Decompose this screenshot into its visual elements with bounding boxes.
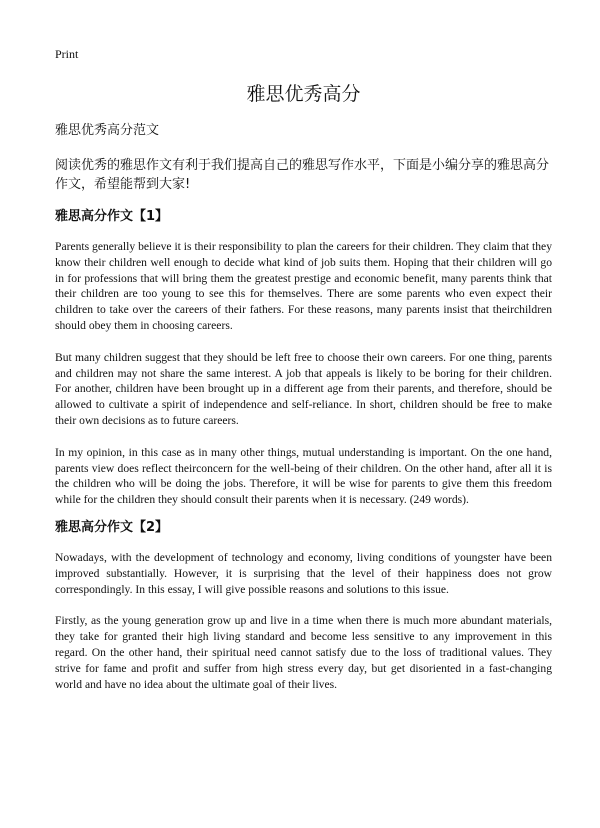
essay-paragraph: Firstly, as the young generation grow up and live in a time when there is much more abundant materials, they take for granted their high living standard and become less sensitive to any improvement in this regard. On the other hand, their spiritual need cannot satisfy due to the loss of traditional values. They strive for fame and profit and suffer from high stress every day, but get disoriented in a fast-changing world and have no idea about the ultimate goal of their lives. (55, 614, 552, 691)
page-title: 雅思优秀高分 (246, 83, 361, 105)
intro-paragraph: 阅读优秀的雅思作文有利于我们提高自己的雅思写作水平，下面是小编分享的雅思高分作文，希望能帮到大家! (55, 158, 550, 192)
essay-paragraph: But many children suggest that they should be left free to choose their own careers. For one thing, parents and children may not share the same interest. A job that appeals is likely to be boring for their children. For another, children have been brought up in a different age from their parents, and therefore, should be allowed to cultivate a spirit of independence and self-reliance. In short, children should be free to make their own decisions as to future careers. (55, 350, 552, 427)
section-heading: 雅思高分作文【2】 (55, 519, 169, 535)
essay-paragraph: In my opinion, in this case as in many other things, mutual understanding is important. On the one hand, parents view does reflect theirconcern for the well-being of their children. On the other hand, after all it is the children who will be doing the jobs. Therefore, it will be wise for parents to give them this freedom while for the children they should consult their parents when it is necessary. (249 words). (55, 445, 552, 507)
page-subtitle: 雅思优秀高分范文 (55, 123, 160, 138)
essay-section-2 (55, 519, 552, 692)
essay-section-1 (55, 208, 552, 508)
print-link[interactable]: Print (55, 47, 79, 61)
section-heading: 雅思高分作文【1】 (55, 209, 169, 224)
essay-paragraph: Parents generally believe it is their responsibility to plan the careers for their children. They claim that they know their children well enough to decide what kind of job suits them. Hoping that their children will go in for professions that will bring them the greatest prestige and economic benefit, many parents think that their children are too young to see this for themselves. There are some parents who even expect their children to take over the careers of their fathers. For these reasons, many parents insist that theirchildren should obey them in choosing careers. (55, 240, 552, 332)
essay-paragraph: Nowadays, with the development of technology and economy, living conditions of youngster have been improved substantially. However, it is surprising that the level of their happiness does not grow correspondingly. In this essay, I will give possible reasons and solutions to this issue. (55, 550, 552, 596)
